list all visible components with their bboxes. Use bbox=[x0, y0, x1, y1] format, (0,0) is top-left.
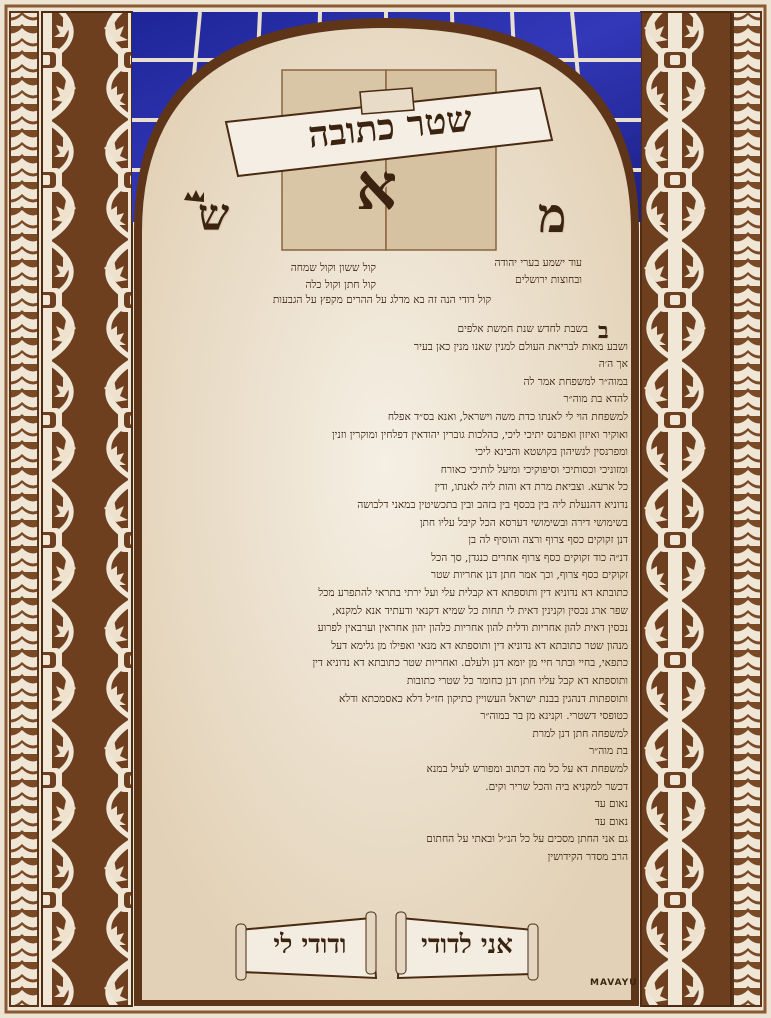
contract-line: ואוקיר ואיזון ואפרנס יתיכי ליכי, כהלכות גוברין יהודאין דפלחין ומוקרין וזנין bbox=[331, 428, 628, 441]
contract-line: בת מוה״ר bbox=[589, 745, 628, 758]
artist-signature: MAVAYU bbox=[590, 978, 638, 988]
contract-line: גם אני החתן מסכים על כל הנ״ל ובאתי על החתום bbox=[426, 833, 628, 846]
contract-line: בשבת לחדש שנת חמשת אלפים bbox=[457, 323, 588, 335]
contract-line: ותוספתות דנהגין בבנת ישראל העשויין כתיקון חז״ל דלא כאסמכתא ודלא bbox=[339, 692, 628, 705]
contract-line: אך ה׳ה bbox=[598, 358, 628, 371]
contract-line: כתובתא דא נדוניא דין ותוספתא דא קבלית עלי ועל ירתי בתראי להתפרע מכל bbox=[318, 587, 628, 599]
contract-line: דנן זקוקים כסף צרוף ורצה והוסיף לה בן bbox=[468, 534, 628, 547]
left-letter: ש bbox=[198, 190, 230, 241]
right-rope-border bbox=[733, 12, 761, 1006]
opening-letter: ב bbox=[598, 318, 609, 344]
verse-left-2: קול חתן וקול כלה bbox=[305, 279, 376, 291]
center-letter: א bbox=[356, 150, 398, 225]
left-rope-border bbox=[10, 12, 38, 1006]
contract-line: דנ״ה כוד זקוקים כסף צרוף אחרים כנגדן, סך הכל bbox=[431, 551, 628, 564]
contract-line: דכשר למקניא ביה והכל שריר וקים. bbox=[485, 780, 628, 793]
verse-line-3: קול דודי הנה זה בא מדלג על ההרים מקפץ על הגבעות bbox=[272, 294, 492, 306]
contract-line: שפר ארג נכסין וקנינין דאית לי תחות כל שמיא דקנאי ודעתיד אנא למקנא, bbox=[332, 604, 628, 617]
right-vine-column bbox=[641, 12, 731, 1006]
contract-line: נאום עד bbox=[594, 815, 628, 828]
contract-line: נכסין דאית להון אחריות ודלית להון אחריות כלהון יהון אחראין וערבאין לפרוע bbox=[317, 622, 628, 635]
contract-line: כתפאי, בחיי ובתר חיי מן יומא דנן ולעלם. ואחריות שטר כתובתא דא נדוניא דין bbox=[312, 657, 628, 670]
contract-line: כל ארעא. וצביאת מרת דא והות ליה לאנתו, ודין bbox=[434, 481, 628, 494]
contract-line: במוה״ר למשפחת אמר לה bbox=[523, 375, 628, 388]
contract-line: להדא בת מוה״ר bbox=[563, 393, 628, 406]
contract-line: זקוקים כסף צרוף, וכך אמר חתן דנן אחריות שטר bbox=[430, 569, 628, 582]
bottom-banner-right-text: אני לדודי bbox=[421, 930, 513, 960]
bottom-banner-left-text: ודודי לי bbox=[273, 930, 347, 960]
verse-right-2: ובחוצות ירושלים bbox=[515, 274, 582, 286]
verse-left-1: קול ששון וקול שמחה bbox=[290, 262, 376, 274]
contract-line: ושבע מאות לבריאת העולם למנין שאנו מנין כאן בעיר bbox=[413, 340, 628, 353]
title-banner-text: שטר כתובה bbox=[306, 97, 474, 157]
contract-line: למשפחת הוי לי לאנתו כדת משה וישראל, ואנא בס״ד אפלח bbox=[387, 411, 628, 423]
verse-right-1: עוד ישמע בערי יהודה bbox=[494, 257, 582, 269]
contract-line: ומפרנסין לנשיהון בקושטא והבינא ליכי bbox=[475, 446, 628, 459]
contract-line: כטופסי דשטרי. וקנינא מן בר במוה״ר bbox=[480, 710, 628, 723]
contract-line: נאום עד bbox=[594, 798, 628, 811]
contract-line: ומזוניכי וכסותיכי וסיפוקיכי ומיעל לותיכי כאורח bbox=[440, 463, 628, 476]
contract-line: למשפחה חתן דנן למרת bbox=[532, 727, 628, 740]
contract-line: מנהון שטר כתובתא דא נדוניא דין ותוספתא דא מנאי ואפילו מן גלימא דעל bbox=[331, 639, 628, 652]
right-letter: מ bbox=[538, 188, 567, 244]
contract-line: נדוניא דהנעלת ליה בין בכסף בין בזהב ובין בתכשיטין במאני דלבושה bbox=[357, 499, 628, 511]
contract-line: ותוספתא דא קבל עליו חתן דנן כחומר כל שטרי כתובות bbox=[406, 675, 628, 687]
contract-line: בשימושי דירה ובשימושי דערסא הכל קיבל עליו חתן bbox=[419, 516, 628, 529]
contract-line: הרב מסדר הקידושין bbox=[547, 851, 628, 863]
left-vine-column bbox=[42, 12, 132, 1006]
contract-line: למשפחת דא על כל מה דכתוב ומפורש לעיל במנא bbox=[426, 763, 628, 775]
